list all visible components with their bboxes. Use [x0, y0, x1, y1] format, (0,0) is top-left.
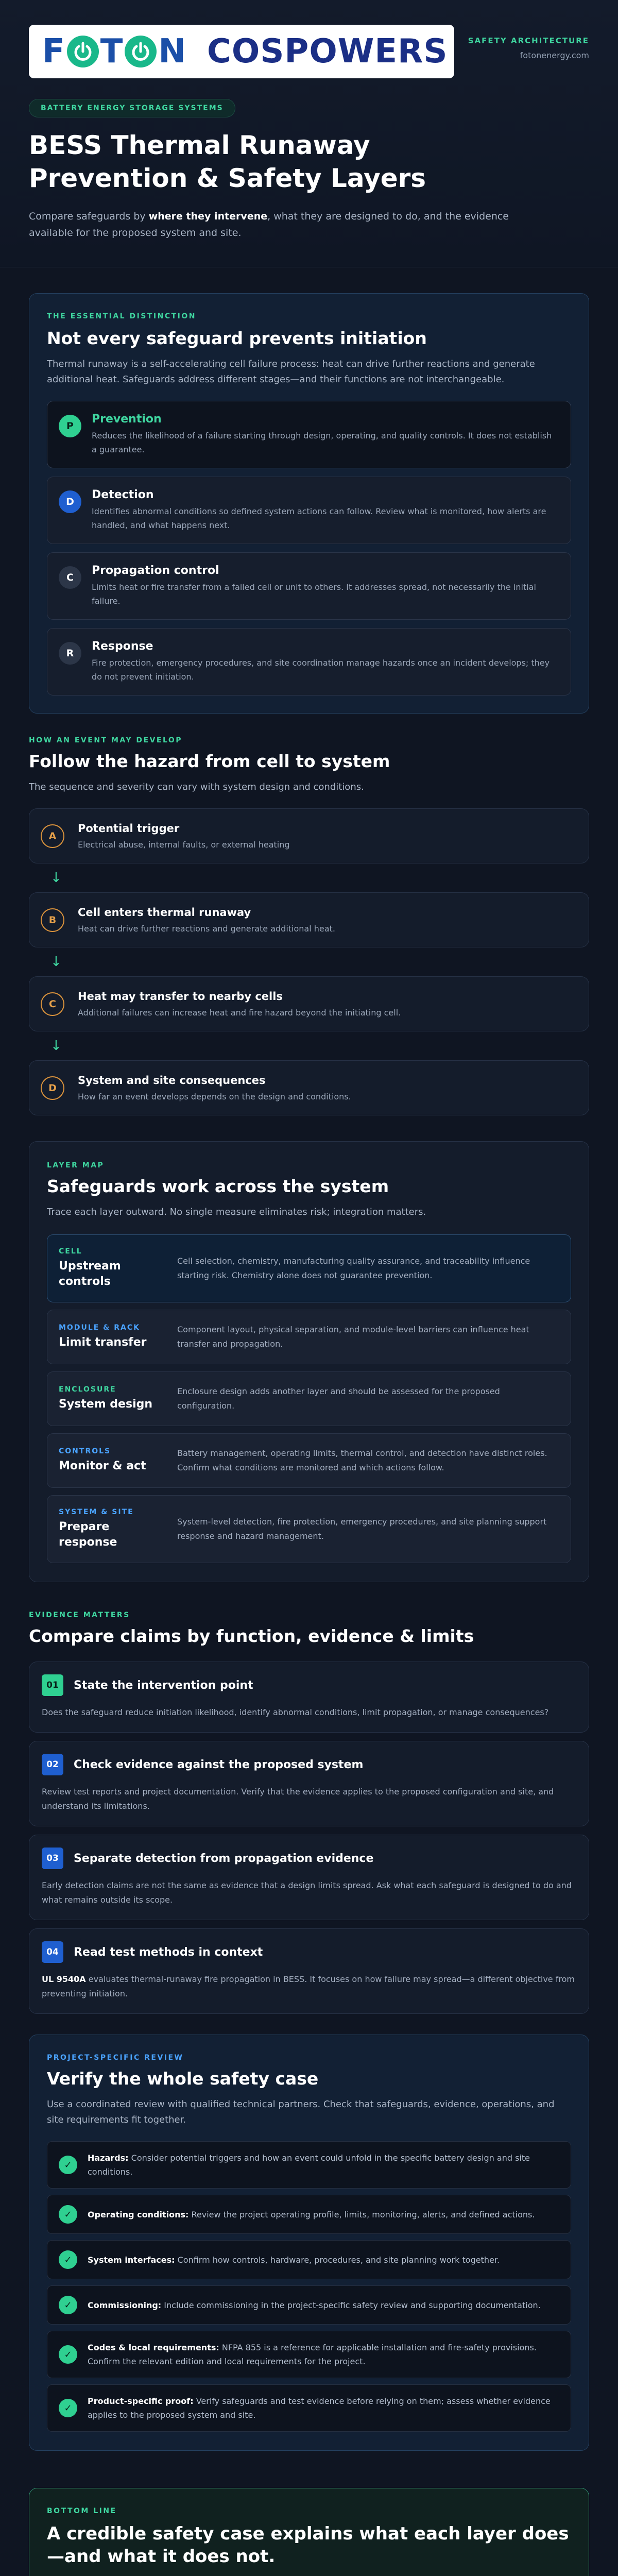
hero [0, 0, 618, 267]
section-eyebrow: BOTTOM LINE [47, 2507, 117, 2515]
check-icon: ✓ [59, 2205, 77, 2224]
hazard-step[interactable]: A Potential trigger Electrical abuse, internal faults, or external heating [29, 808, 589, 863]
hazard-step[interactable]: D System and site consequences How far an event develops depends on the design and conditions. [29, 1060, 589, 1115]
claims-section [29, 1611, 589, 2014]
section-eyebrow: HOW AN EVENT MAY DEVELOP [29, 736, 183, 744]
arrow-down-icon: ↓ [50, 870, 62, 886]
section-eyebrow: LAYER MAP [47, 1161, 105, 1170]
layer-list [47, 1234, 571, 1563]
layer-module-rack[interactable]: MODULE & RACK Limit transfer Component layout, physical separation, and module-level barriers can influence heat transfer and propagation. [47, 1310, 571, 1364]
check-icon: ✓ [59, 2156, 77, 2174]
def-detection[interactable]: D Detection Identifies abnormal conditions so defined system actions can follow. Review what is monitored, how alerts are handled, and what happens next. [47, 477, 571, 544]
section-eyebrow: PROJECT-SPECIFIC REVIEW [47, 2054, 184, 2062]
hazard-step[interactable]: B Cell enters thermal runaway Heat can drive further reactions and generate additional heat. [29, 892, 589, 947]
layer-enclosure[interactable]: ENCLOSURE System design Enclosure design adds another layer and should be assessed for the proposed configuration. [47, 1371, 571, 1426]
badge-p: P [59, 415, 81, 437]
check-icon: ✓ [59, 2345, 77, 2364]
distinction-section [29, 293, 589, 714]
section-desc: Trace each layer outward. No single measure eliminates risk; integration matters. [47, 1207, 426, 1217]
section-title: Not every safeguard prevents initiation [47, 328, 427, 348]
section-desc [47, 2575, 571, 2576]
power-icon-2 [125, 36, 157, 67]
claim-card[interactable]: 04 Read test methods in context UL 9540A evaluates thermal-runaway fire propagation in BESS. It focuses on how failure may spread—a different objective from preventing initiation. [29, 1928, 589, 2014]
hero-lead: Compare safeguards by where they intervene, what they are designed to do, and the evidence available for the proposed system and site. [29, 211, 509, 239]
check-icon: ✓ [59, 2296, 77, 2314]
checklist-item[interactable]: ✓ Product-specific proof: Verify safeguards and test evidence before relying on them; assess whether evidence applies to the proposed system and site. [47, 2384, 571, 2432]
section-title: Safeguards work across the system [47, 1176, 389, 1196]
section-title: Compare claims by function, evidence & limits [29, 1626, 474, 1646]
check-icon: ✓ [59, 2399, 77, 2417]
section-eyebrow: EVIDENCE MATTERS [29, 1611, 130, 1619]
def-prevention[interactable]: P Prevention Reduces the likelihood of a failure starting through design, operating, and quality controls. It does not establish a guarantee. [47, 401, 571, 468]
section-title: A credible safety case explains what each layer does—and what it does not. [47, 2523, 569, 2567]
brand-logo[interactable] [29, 25, 454, 78]
page-title: BESS Thermal Runaway Prevention & Safety Layers [29, 130, 426, 193]
layer-map-section [29, 1141, 589, 1582]
power-icon [67, 36, 99, 67]
checklist-item[interactable]: ✓ Codes & local requirements: NFPA 855 is a reference for applicable installation and fire-safety provisions. Confirm the relevant edition and local requirements for the project. [47, 2331, 571, 2378]
meta-label: SAFETY ARCHITECTURE [468, 36, 589, 45]
checklist [47, 2141, 571, 2432]
badge-d: D [59, 490, 81, 513]
category-chip: BATTERY ENERGY STORAGE SYSTEMS [29, 99, 235, 117]
section-eyebrow: THE ESSENTIAL DISTINCTION [47, 312, 197, 320]
arrow-down-icon: ↓ [50, 954, 62, 970]
layer-system-site[interactable]: SYSTEM & SITE Prepare response System-level detection, fire protection, emergency procedures, and site planning support response and hazard management. [47, 1495, 571, 1563]
badge-r: R [59, 642, 81, 665]
checklist-item[interactable]: ✓ System interfaces: Confirm how controls, hardware, procedures, and site planning work together. [47, 2240, 571, 2279]
logo-foton: F T N [42, 32, 186, 71]
layer-controls[interactable]: CONTROLS Monitor & act Battery management, operating limits, thermal control, and detection have distinct roles. Confirm what conditions are monitored and which actions follow. [47, 1433, 571, 1488]
def-propagation-control[interactable]: C Propagation control Limits heat or fire transfer from a failed cell or unit to others. It addresses spread, not necessarily the initial failure. [47, 552, 571, 620]
meta-site-link[interactable]: fotonenergy.com [520, 50, 589, 60]
logo-cospowers: COSPOWERS [207, 32, 448, 71]
review-section [29, 2035, 589, 2451]
bottom-line-section [29, 2488, 589, 2576]
claim-card[interactable]: 01 State the intervention point Does the safeguard reduce initiation likelihood, identify abnormal conditions, limit propagation, or manage consequences? [29, 1662, 589, 1733]
claim-list [29, 1662, 589, 2014]
section-title: Follow the hazard from cell to system [29, 751, 390, 771]
definition-list [47, 401, 571, 696]
check-icon: ✓ [59, 2250, 77, 2269]
section-desc: The sequence and severity can vary with system design and conditions. [29, 782, 364, 792]
hero-meta [468, 25, 589, 60]
main-content [0, 267, 618, 2576]
badge-c: C [59, 566, 81, 589]
hazard-section [29, 736, 589, 1115]
hazard-chain [29, 808, 589, 1115]
section-desc: Thermal runaway is a self-accelerating cell failure process: heat can drive further reactions and generate additional heat. Safeguards address different stages—and their functions are not interchangeable. [47, 359, 535, 385]
section-title: Verify the whole safety case [47, 2069, 319, 2089]
def-response[interactable]: R Response Fire protection, emergency procedures, and site coordination manage hazards once an incident develops; they do not prevent initiation. [47, 628, 571, 696]
claim-card[interactable]: 03 Separate detection from propagation evidence Early detection claims are not the same as evidence that a design limits spread. Ask what each safeguard is designed to do and what remains outside its scope. [29, 1835, 589, 1920]
arrow-down-icon: ↓ [50, 1038, 62, 1054]
claim-card[interactable]: 02 Check evidence against the proposed system Review test reports and project documentation. Verify that the evidence applies to the proposed configuration and site, and understand its limitations. [29, 1741, 589, 1826]
section-desc: Use a coordinated review with qualified technical partners. Check that safeguards, evidence, operations, and site requirements fit together. [47, 2099, 555, 2125]
checklist-item[interactable]: ✓ Commissioning: Include commissioning in the project-specific safety review and supporting documentation. [47, 2285, 571, 2325]
checklist-item[interactable]: ✓ Operating conditions: Review the project operating profile, limits, monitoring, alerts, and defined actions. [47, 2195, 571, 2234]
checklist-item[interactable]: ✓ Hazards: Consider potential triggers and how an event could unfold in the specific battery design and site conditions. [47, 2141, 571, 2189]
layer-cell[interactable]: CELL Upstream controls Cell selection, chemistry, manufacturing quality assurance, and traceability influence starting risk. Chemistry alone does not guarantee prevention. [47, 1234, 571, 1302]
hazard-step[interactable]: C Heat may transfer to nearby cells Additional failures can increase heat and fire hazard beyond the initiating cell. [29, 976, 589, 1031]
